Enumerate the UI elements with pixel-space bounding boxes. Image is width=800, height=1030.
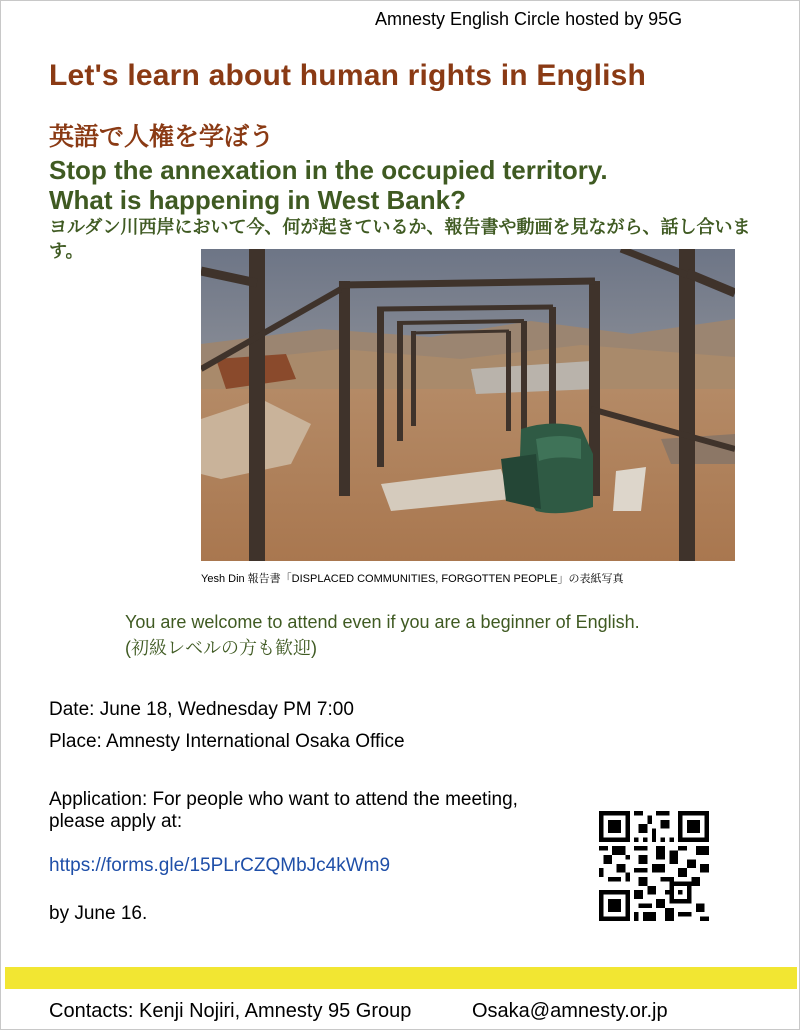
yellow-divider xyxy=(5,967,797,989)
title-english: Let's learn about human rights in English xyxy=(49,59,647,92)
photo-caption: Yesh Din 報告書「DISPLACED COMMUNITIES, FORGOTTEN PEOPLE」の表紙写真 xyxy=(201,573,624,585)
subtitle-line-2: What is happening in West Bank? xyxy=(49,185,466,215)
title-japanese: 英語で人権を学ぼう xyxy=(49,123,275,151)
description-japanese: ヨルダン川西岸において今、何が起きているか、報告書や動画を見ながら、話し合います。 xyxy=(49,217,751,261)
welcome-english: You are welcome to attend even if you are a beginner of English. xyxy=(125,612,640,632)
application-link[interactable]: https://forms.gle/15PLrCZQMbJc4kWm9 xyxy=(49,855,391,876)
application-line-1: Application: For people who want to attend the meeting, xyxy=(49,789,518,810)
application-deadline: by June 16. xyxy=(49,903,148,924)
contacts: Contacts: Kenji Nojiri, Amnesty 95 Group xyxy=(49,1000,412,1022)
qr-code[interactable] xyxy=(599,811,709,921)
event-place: Place: Amnesty International Osaka Office xyxy=(49,731,405,752)
subtitle xyxy=(49,155,608,215)
application-text xyxy=(49,789,518,833)
contact-email[interactable]: Osaka@amnesty.or.jp xyxy=(472,1000,668,1022)
welcome-note xyxy=(125,609,640,661)
welcome-japanese: (初級レベルの方も歓迎) xyxy=(125,638,317,658)
west-bank-photo xyxy=(201,249,735,561)
event-date: Date: June 18, Wednesday PM 7:00 xyxy=(49,699,354,720)
application-line-2: please apply at: xyxy=(49,811,183,832)
host-line: Amnesty English Circle hosted by 95G xyxy=(375,9,683,29)
subtitle-line-1: Stop the annexation in the occupied territory. xyxy=(49,155,608,185)
